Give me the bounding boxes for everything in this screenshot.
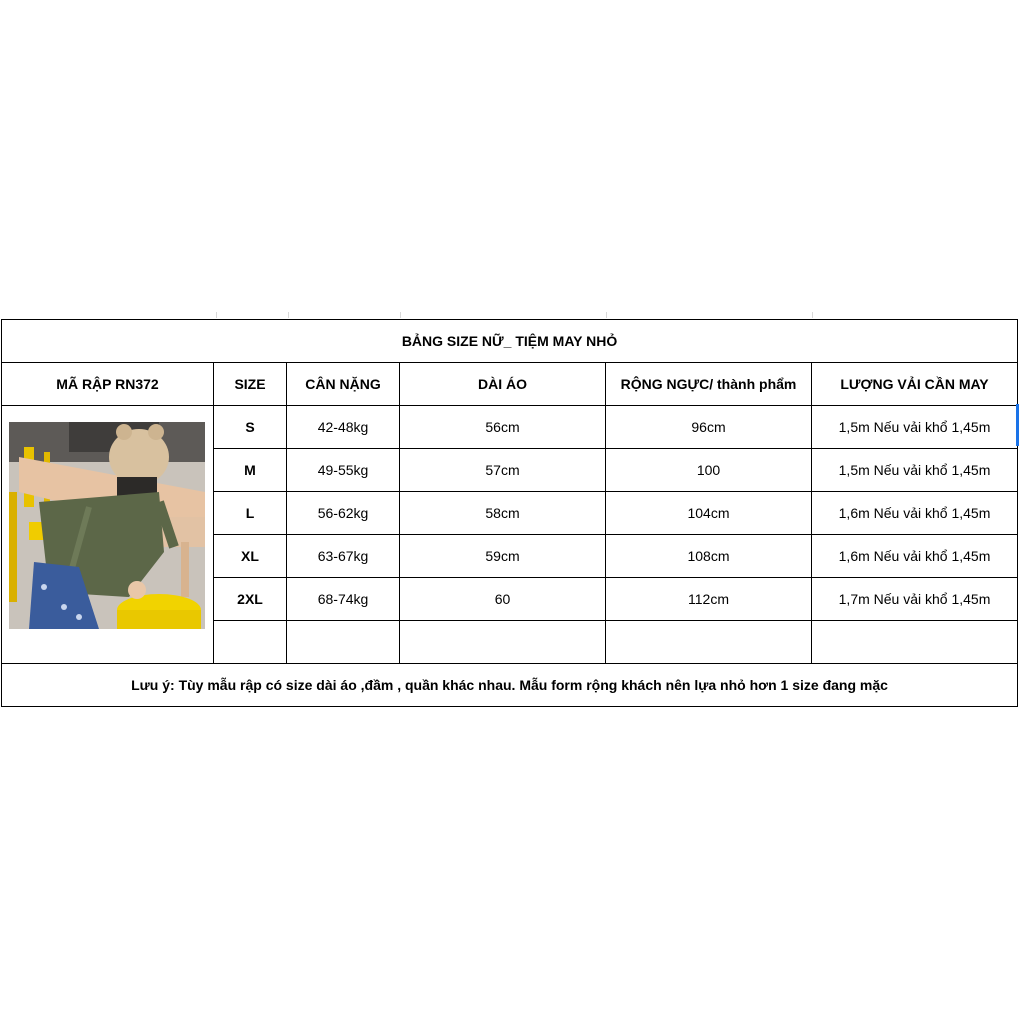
header-fabric[interactable]: LƯỢNG VẢI CẦN MAY — [812, 363, 1018, 406]
size-cell[interactable]: XL — [214, 535, 287, 578]
chest-cell[interactable]: 96cm — [606, 406, 812, 449]
weight-cell[interactable]: 42-48kg — [287, 406, 400, 449]
header-row — [2, 363, 1018, 406]
photo-cell[interactable] — [2, 406, 214, 664]
empty-cell[interactable] — [400, 621, 606, 664]
chest-cell[interactable]: 104cm — [606, 492, 812, 535]
length-cell[interactable]: 60 — [400, 578, 606, 621]
header-length[interactable]: DÀI ÁO — [400, 363, 606, 406]
header-size[interactable]: SIZE — [214, 363, 287, 406]
header-chest[interactable]: RỘNG NGỰC/ thành phẩm — [606, 363, 812, 406]
size-chart-table — [1, 319, 1018, 707]
table-row — [2, 406, 1018, 449]
weight-cell[interactable]: 56-62kg — [287, 492, 400, 535]
empty-cell[interactable] — [214, 621, 287, 664]
chest-cell[interactable]: 108cm — [606, 535, 812, 578]
note-row — [2, 664, 1018, 707]
length-cell[interactable]: 56cm — [400, 406, 606, 449]
product-photo — [9, 422, 205, 629]
note-text[interactable]: Lưu ý: Tùy mẫu rập có size dài áo ,đầm , quần khác nhau. Mẫu form rộng khách nên lựa nhỏ hơn 1 size đang mặc — [2, 664, 1018, 707]
fabric-cell[interactable]: 1,7m Nếu vải khổ 1,45m — [812, 578, 1018, 621]
header-weight[interactable]: CÂN NẶNG — [287, 363, 400, 406]
size-cell[interactable]: L — [214, 492, 287, 535]
length-cell[interactable]: 57cm — [400, 449, 606, 492]
length-cell[interactable]: 59cm — [400, 535, 606, 578]
weight-cell[interactable]: 68-74kg — [287, 578, 400, 621]
table-title[interactable]: BẢNG SIZE NỮ_ TIỆM MAY NHỎ — [2, 320, 1018, 363]
fabric-cell[interactable]: 1,6m Nếu vải khổ 1,45m — [812, 492, 1018, 535]
empty-cell[interactable] — [287, 621, 400, 664]
fabric-cell[interactable]: 1,5m Nếu vải khổ 1,45m — [812, 406, 1018, 449]
chest-cell[interactable]: 100 — [606, 449, 812, 492]
chest-cell[interactable]: 112cm — [606, 578, 812, 621]
weight-cell[interactable]: 49-55kg — [287, 449, 400, 492]
size-cell[interactable]: S — [214, 406, 287, 449]
empty-cell[interactable] — [606, 621, 812, 664]
cell-selection-marker — [1016, 404, 1019, 446]
fabric-cell[interactable]: 1,6m Nếu vải khổ 1,45m — [812, 535, 1018, 578]
size-cell[interactable]: M — [214, 449, 287, 492]
fabric-cell[interactable]: 1,5m Nếu vải khổ 1,45m — [812, 449, 1018, 492]
header-pattern-code[interactable]: MÃ RẬP RN372 — [2, 363, 214, 406]
empty-cell[interactable] — [812, 621, 1018, 664]
weight-cell[interactable]: 63-67kg — [287, 535, 400, 578]
size-cell[interactable]: 2XL — [214, 578, 287, 621]
title-row — [2, 320, 1018, 363]
length-cell[interactable]: 58cm — [400, 492, 606, 535]
